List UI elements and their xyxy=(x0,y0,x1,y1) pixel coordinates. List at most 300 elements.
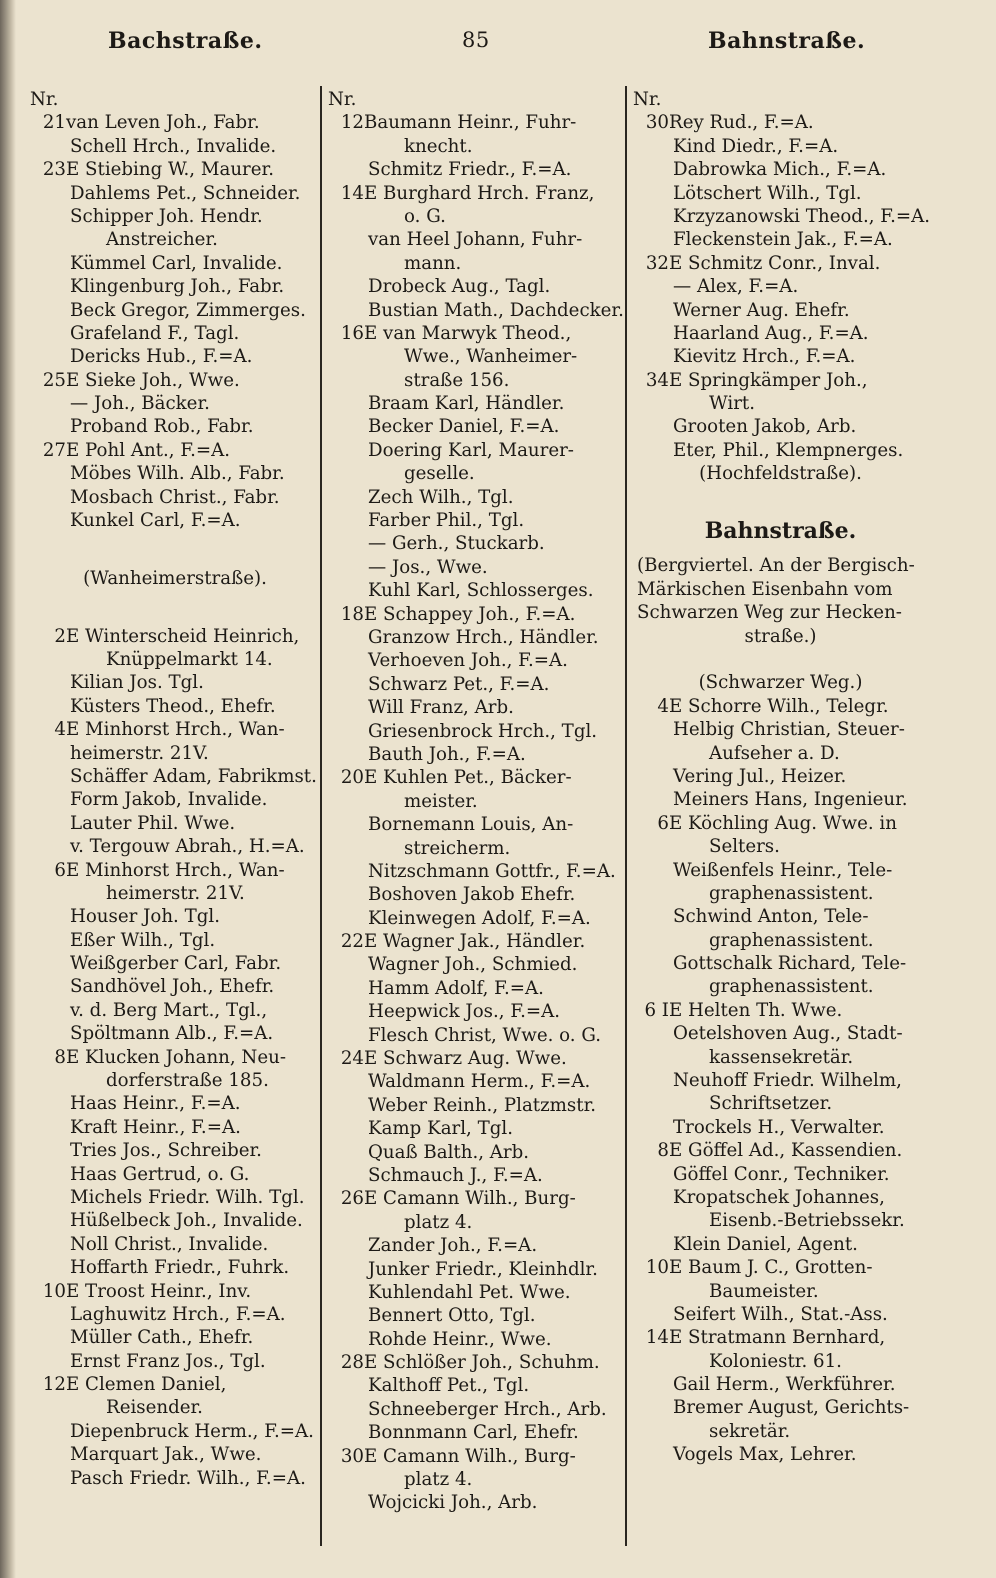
entry-text: E Camann Wilh., Burg- xyxy=(364,1445,576,1467)
entry-line xyxy=(633,275,928,298)
entry-text: Griesenbrock Hrch., Tgl. xyxy=(368,720,598,742)
spacer xyxy=(633,543,928,554)
entry-text: E Burghard Hrch. Franz, xyxy=(364,182,595,204)
house-number: 2 xyxy=(54,625,66,647)
entry-line xyxy=(328,1421,620,1444)
entry-text: graphenassistent. xyxy=(709,882,874,904)
entry-text: E Helten Th. Wwe. xyxy=(669,999,843,1021)
entry-line xyxy=(30,439,320,462)
entry-text: Schipper Joh. Hendr. xyxy=(70,205,263,227)
entry-text: E Clemen Daniel, xyxy=(66,1374,227,1396)
entry-text: Schwind Anton, Tele- xyxy=(673,906,869,928)
entry-text: knecht. xyxy=(404,135,473,157)
entry-text: Rey Rud., F.=A. xyxy=(669,112,814,134)
entry-line xyxy=(328,673,620,696)
entry-line xyxy=(328,1351,620,1374)
entry-text: E Minhorst Hrch., Wan- xyxy=(66,859,285,881)
entry-line xyxy=(633,1139,928,1162)
entry-line xyxy=(328,953,620,976)
entry-text: (Bergviertel. An der Bergisch- xyxy=(637,555,915,577)
house-number: 20 xyxy=(340,767,364,789)
header-left-street: Bachstraße. xyxy=(108,28,263,54)
entry-line xyxy=(30,182,320,205)
spacer xyxy=(30,614,320,625)
entry-line xyxy=(30,812,320,835)
entry-line xyxy=(30,975,320,998)
entry-text: E Winterscheid Heinrich, xyxy=(66,625,300,647)
entry-line xyxy=(633,999,928,1022)
spacer xyxy=(30,590,320,613)
entry-line xyxy=(30,1256,320,1279)
entry-line xyxy=(328,579,620,602)
entry-line xyxy=(328,486,620,509)
entry-line xyxy=(30,835,320,858)
page-number: 85 xyxy=(462,28,490,52)
entry-text: — Jos., Wwe. xyxy=(368,556,488,578)
entry-line xyxy=(633,905,928,928)
entry-text: Anstreicher. xyxy=(106,229,218,251)
entry-line xyxy=(328,415,620,438)
entry-line xyxy=(633,812,928,835)
house-number: 6 xyxy=(54,859,66,881)
entry-text: E van Marwyk Theod., xyxy=(364,322,572,344)
entry-line xyxy=(328,299,624,322)
entry-line xyxy=(633,1069,928,1092)
entry-text: Krzyzanowski Theod., F.=A. xyxy=(673,205,931,227)
entry-line xyxy=(30,299,320,322)
entry-text: heimerstr. 21V. xyxy=(106,882,245,904)
house-number: 10 xyxy=(42,1280,66,1302)
entry-line xyxy=(30,252,320,275)
entry-text: Heepwick Jos., F.=A. xyxy=(368,1001,561,1023)
entry-text: Meiners Hans, Ingenieur. xyxy=(673,789,908,811)
entry-text: Rohde Heinr., Wwe. xyxy=(368,1328,552,1350)
entry-text: Michels Friedr. Wilh. Tgl. xyxy=(70,1186,305,1208)
entry-line xyxy=(30,1022,320,1045)
entry-line xyxy=(633,975,928,998)
entry-line xyxy=(633,1092,928,1115)
entry-text: Dahlems Pet., Schneider. xyxy=(70,182,301,204)
entry-text: Gail Herm., Werkführer. xyxy=(673,1374,896,1396)
entry-line xyxy=(633,695,928,718)
entry-line xyxy=(328,1491,620,1514)
spacer xyxy=(633,648,928,671)
entry-text: Gottschalk Richard, Tele- xyxy=(673,953,907,975)
entry-line xyxy=(30,695,320,718)
entry-text: Kalthoff Pet., Tgl. xyxy=(368,1375,530,1397)
entry-line xyxy=(328,111,620,134)
entry-text: Bahnstraße. xyxy=(704,518,857,545)
entry-text: E Stiebing W., Maurer. xyxy=(66,159,274,181)
entry-text: geselle. xyxy=(404,463,475,485)
entry-text: — Joh., Bäcker. xyxy=(70,393,210,415)
entry-text: Verhoeven Joh., F.=A. xyxy=(368,650,568,672)
entry-line xyxy=(328,1070,620,1093)
entry-text: Knüppelmarkt 14. xyxy=(106,648,273,670)
entry-text: E Pohl Ant., F.=A. xyxy=(66,439,231,461)
entry-text: (Hochfeldstraße). xyxy=(699,463,862,485)
entry-text: Zech Wilh., Tgl. xyxy=(368,486,514,508)
entry-text: straße.) xyxy=(744,625,817,647)
entry-text: Nitzschmann Gottfr., F.=A. xyxy=(368,860,616,882)
entry-line xyxy=(30,742,320,765)
entry-line xyxy=(30,135,320,158)
entry-text: Quaß Balth., Arb. xyxy=(368,1141,530,1163)
entry-line xyxy=(328,1141,620,1164)
entry-text: dorferstraße 185. xyxy=(106,1070,269,1092)
entry-line xyxy=(328,556,620,579)
entry-text: Helbig Christian, Steuer- xyxy=(673,719,905,741)
entry-text: Grafeland F., Tagl. xyxy=(70,322,240,344)
entry-line xyxy=(30,1116,320,1139)
entry-text: E Schmitz Conr., Inval. xyxy=(669,252,881,274)
entry-line xyxy=(633,788,928,811)
entry-line xyxy=(328,158,620,181)
house-number: 14 xyxy=(340,182,364,204)
entry-line xyxy=(30,765,320,788)
house-number: 12 xyxy=(42,1374,66,1396)
column-divider-2 xyxy=(625,86,627,1546)
entry-line xyxy=(328,228,620,251)
entry-text: Braam Karl, Händler. xyxy=(368,393,565,415)
entry-text: Seifert Wilh., Stat.-Ass. xyxy=(673,1303,888,1325)
entry-line xyxy=(633,1256,928,1279)
entry-text: Oetelshoven Aug., Stadt- xyxy=(673,1023,903,1045)
entry-text: Sandhövel Joh., Ehefr. xyxy=(70,976,275,998)
entry-text: Schwarz Pet., F.=A. xyxy=(368,673,550,695)
house-number: 26 xyxy=(340,1188,364,1210)
entry-text: Tries Jos., Schreiber. xyxy=(70,1140,262,1162)
entry-text: E Köchling Aug. Wwe. in xyxy=(669,812,897,834)
entry-text: E Schwarz Aug. Wwe. xyxy=(364,1048,567,1070)
entry-text: Laghuwitz Hrch., F.=A. xyxy=(70,1303,286,1325)
entry-text: Baumeister. xyxy=(709,1280,819,1302)
entry-text: straße 156. xyxy=(404,369,510,391)
entry-line xyxy=(328,1398,620,1421)
entry-text: mann. xyxy=(404,252,462,274)
entry-text: Schneeberger Hrch., Arb. xyxy=(368,1398,607,1420)
entry-line xyxy=(633,718,928,741)
entry-text: Bauth Joh., F.=A. xyxy=(368,743,526,765)
entry-line xyxy=(328,462,620,485)
entry-text: graphenassistent. xyxy=(709,976,874,998)
entry-line xyxy=(328,182,620,205)
house-number: 12 xyxy=(340,112,364,134)
house-number: 25 xyxy=(42,369,66,391)
entry-text: Schriftsetzer. xyxy=(709,1093,833,1115)
entry-text: E Springkämper Joh., xyxy=(669,369,868,391)
entry-line xyxy=(328,1094,620,1117)
page-edge-shadow xyxy=(0,0,16,1578)
street-description xyxy=(633,578,928,601)
entry-line xyxy=(633,929,928,952)
entry-text: Ernst Franz Jos., Tgl. xyxy=(70,1350,266,1372)
entry-line xyxy=(328,907,620,930)
entry-line xyxy=(633,439,928,462)
entry-text: Granzow Hrch., Händler. xyxy=(368,626,599,648)
entry-line xyxy=(30,718,320,741)
entry-line xyxy=(30,905,320,928)
entry-text: Weber Reinh., Platzmstr. xyxy=(368,1094,597,1116)
entry-line xyxy=(633,952,928,975)
street-title xyxy=(633,520,928,543)
entry-line xyxy=(30,1233,320,1256)
entry-line xyxy=(30,1443,320,1466)
column-heading-nr xyxy=(30,88,320,111)
entry-line xyxy=(633,1396,928,1419)
entry-text: Nr. xyxy=(30,89,59,110)
entry-text: Kuhl Karl, Schlosserges. xyxy=(368,580,594,602)
house-number: 6 xyxy=(657,812,669,834)
entry-text: sekretär. xyxy=(709,1420,791,1442)
entry-text: Wirt. xyxy=(709,393,755,415)
house-number: 21 xyxy=(42,112,66,134)
entry-text: Hüßelbeck Joh., Invalide. xyxy=(70,1210,303,1232)
entry-line xyxy=(633,369,928,392)
street-description xyxy=(633,601,928,624)
entry-text: Koloniestr. 61. xyxy=(709,1350,842,1372)
entry-line xyxy=(633,742,928,765)
entry-line xyxy=(30,1280,320,1303)
entry-text: Haarland Aug., F.=A. xyxy=(673,322,869,344)
entry-line xyxy=(328,252,620,275)
entry-text: Fleckenstein Jak., F.=A. xyxy=(673,229,893,251)
entry-text: Hoffarth Friedr., Fuhrk. xyxy=(70,1257,290,1279)
entry-line xyxy=(30,1209,320,1232)
entry-text: Spöltmann Alb., F.=A. xyxy=(70,1023,274,1045)
entry-line xyxy=(633,835,928,858)
entry-text: graphenassistent. xyxy=(709,929,874,951)
entry-line xyxy=(328,860,620,883)
entry-line xyxy=(30,648,320,671)
entry-line xyxy=(30,1350,320,1373)
house-number: 22 xyxy=(340,931,364,953)
entry-text: platz 4. xyxy=(404,1469,473,1491)
entry-text: Möbes Wilh. Alb., Fabr. xyxy=(70,463,285,485)
entry-line xyxy=(30,1092,320,1115)
entry-line xyxy=(328,1445,620,1468)
column-heading-nr xyxy=(633,88,928,111)
column-2 xyxy=(328,88,624,1515)
entry-text: E Wagner Jak., Händler. xyxy=(364,931,586,953)
entry-line xyxy=(328,322,620,345)
entry-line xyxy=(328,1047,620,1070)
entry-text: Kuhlendahl Pet. Wwe. xyxy=(368,1281,571,1303)
entry-text: Boshoven Jakob Ehefr. xyxy=(368,884,576,906)
entry-text: Haas Gertrud, o. G. xyxy=(70,1163,250,1185)
entry-text: — Gerh., Stuckarb. xyxy=(368,533,545,555)
entry-text: Bonnmann Carl, Ehefr. xyxy=(368,1422,579,1444)
entry-line xyxy=(30,392,320,415)
entry-text: Mosbach Christ., Fabr. xyxy=(70,486,280,508)
entry-line xyxy=(633,1046,928,1069)
entry-text: Flesch Christ, Wwe. o. G. xyxy=(368,1024,602,1046)
entry-line xyxy=(328,766,620,789)
entry-text: E Sieke Joh., Wwe. xyxy=(66,369,240,391)
street-note xyxy=(633,625,928,648)
entry-line xyxy=(30,369,320,392)
house-number: 30 xyxy=(340,1445,364,1467)
entry-text: E Schorre Wilh., Telegr. xyxy=(669,695,889,717)
entry-line xyxy=(633,345,928,368)
entry-text: v. d. Berg Mart., Tgl., xyxy=(70,999,268,1021)
entry-text: meister. xyxy=(404,790,478,812)
entry-line xyxy=(328,883,620,906)
entry-text: Proband Rob., Fabr. xyxy=(70,416,254,438)
entry-line xyxy=(633,1280,928,1303)
entry-text: Kilian Jos. Tgl. xyxy=(70,672,204,694)
entry-line xyxy=(633,182,928,205)
entry-line xyxy=(328,837,620,860)
entry-text: Lauter Phil. Wwe. xyxy=(70,812,236,834)
entry-line xyxy=(328,1304,620,1327)
house-number: 27 xyxy=(42,439,66,461)
entry-line xyxy=(328,392,620,415)
entry-text: Waldmann Herm., F.=A. xyxy=(368,1071,591,1093)
entry-text: Werner Aug. Ehefr. xyxy=(673,299,850,321)
entry-text: Schwarzen Weg zur Hecken- xyxy=(637,602,902,624)
entry-text: E Kuhlen Pet., Bäcker- xyxy=(364,767,572,789)
entry-line xyxy=(30,1373,320,1396)
entry-line xyxy=(633,1233,928,1256)
entry-line xyxy=(328,790,620,813)
entry-text: (Wanheimerstraße). xyxy=(83,567,267,589)
entry-text: heimerstr. 21V. xyxy=(70,742,209,764)
entry-text: Vogels Max, Lehrer. xyxy=(673,1444,857,1466)
house-number: 4 xyxy=(657,695,669,717)
entry-text: Marquart Jak., Wwe. xyxy=(70,1444,262,1466)
entry-text: Houser Joh. Tgl. xyxy=(70,906,220,928)
entry-text: E Stratmann Bernhard, xyxy=(669,1327,886,1349)
entry-line xyxy=(328,813,620,836)
column-heading-nr xyxy=(328,88,620,111)
house-number: 30 xyxy=(645,112,669,134)
entry-text: Grooten Jakob, Arb. xyxy=(673,416,857,438)
entry-line xyxy=(30,952,320,975)
entry-text: E Troost Heinr., Inv. xyxy=(66,1280,252,1302)
entry-line xyxy=(633,1116,928,1139)
entry-text: Märkischen Eisenbahn vom xyxy=(637,578,893,600)
entry-text: Müller Cath., Ehefr. xyxy=(70,1327,254,1349)
entry-line xyxy=(30,999,320,1022)
entry-line xyxy=(328,439,620,462)
entry-line xyxy=(30,1303,320,1326)
entry-text: Becker Daniel, F.=A. xyxy=(368,416,560,438)
entry-text: Kind Diedr., F.=A. xyxy=(673,135,839,157)
entry-text: platz 4. xyxy=(404,1211,473,1233)
entry-text: E Göffel Ad., Kassendien. xyxy=(669,1140,903,1162)
entry-line xyxy=(30,509,320,532)
entry-line xyxy=(633,158,928,181)
entry-text: Aufseher a. D. xyxy=(709,742,840,764)
entry-line xyxy=(328,205,620,228)
entry-line xyxy=(30,671,320,694)
entry-line xyxy=(633,135,928,158)
entry-line xyxy=(328,1117,620,1140)
house-number: 6 I xyxy=(644,999,669,1021)
entry-text: Klein Daniel, Agent. xyxy=(673,1233,858,1255)
entry-text: o. G. xyxy=(404,205,446,227)
entry-text: Baumann Heinr., Fuhr- xyxy=(364,112,577,134)
entry-text: Doering Karl, Maurer- xyxy=(368,439,574,461)
entry-text: Wwe., Wanheimer- xyxy=(404,346,578,368)
entry-line xyxy=(633,392,928,415)
entry-line xyxy=(30,1046,320,1069)
entry-text: Wojcicki Joh., Arb. xyxy=(368,1492,538,1514)
entry-line xyxy=(328,977,620,1000)
column-1 xyxy=(30,88,320,1490)
house-number: 14 xyxy=(645,1327,669,1349)
entry-text: Weißenfels Heinr., Tele- xyxy=(673,859,893,881)
entry-text: Nr. xyxy=(328,89,357,110)
entry-line xyxy=(328,1024,620,1047)
entry-text: Will Franz, Arb. xyxy=(368,697,514,719)
house-number: 18 xyxy=(340,603,364,625)
entry-line xyxy=(328,649,620,672)
entry-text: E Camann Wilh., Burg- xyxy=(364,1188,576,1210)
entry-line xyxy=(633,882,928,905)
entry-line xyxy=(328,1187,620,1210)
entry-line xyxy=(30,882,320,905)
entry-line xyxy=(30,1069,320,1092)
entry-line xyxy=(633,415,928,438)
entry-line xyxy=(328,345,620,368)
entry-line xyxy=(633,1420,928,1443)
entry-line xyxy=(633,228,928,251)
entry-text: Weißgerber Carl, Fabr. xyxy=(70,953,282,975)
entry-line xyxy=(30,1467,320,1490)
entry-text: Drobeck Aug., Tagl. xyxy=(368,276,551,298)
house-number: 4 xyxy=(54,719,66,741)
entry-text: Dabrowka Mich., F.=A. xyxy=(673,159,887,181)
entry-line xyxy=(30,205,320,228)
house-number: 10 xyxy=(645,1257,669,1279)
entry-line xyxy=(328,930,620,953)
entry-text: Bremer August, Gerichts- xyxy=(673,1397,910,1419)
entry-line xyxy=(633,1373,928,1396)
entry-line xyxy=(328,532,620,555)
entry-text: — Alex, F.=A. xyxy=(673,276,799,298)
entry-line xyxy=(633,111,928,134)
entry-text: Eßer Wilh., Tgl. xyxy=(70,929,216,951)
entry-text: (Schwarzer Weg.) xyxy=(698,672,863,694)
entry-text: Bornemann Louis, An- xyxy=(368,814,574,836)
entry-line xyxy=(30,275,320,298)
entry-line xyxy=(30,415,320,438)
entry-line xyxy=(633,1163,928,1186)
entry-line xyxy=(30,345,320,368)
entry-line xyxy=(30,1186,320,1209)
entry-line xyxy=(30,462,320,485)
house-number: 23 xyxy=(42,159,66,181)
entry-line xyxy=(30,625,320,648)
entry-line xyxy=(633,205,931,228)
entry-text: Trockels H., Verwalter. xyxy=(673,1116,885,1138)
entry-text: Kievitz Hrch., F.=A. xyxy=(673,346,856,368)
entry-text: Dericks Hub., F.=A. xyxy=(70,346,253,368)
entry-text: Kleinwegen Adolf, F.=A. xyxy=(368,907,591,929)
entry-text: Noll Christ., Invalide. xyxy=(70,1233,269,1255)
entry-text: E Klucken Johann, Neu- xyxy=(66,1046,286,1068)
entry-line xyxy=(328,626,620,649)
spacer xyxy=(633,486,928,509)
entry-text: Kamp Karl, Tgl. xyxy=(368,1118,513,1140)
entry-line xyxy=(633,1443,928,1466)
entry-text: Bennert Otto, Tgl. xyxy=(368,1305,536,1327)
entry-text: Farber Phil., Tgl. xyxy=(368,510,525,532)
entry-text: Form Jakob, Invalide. xyxy=(70,789,268,811)
entry-line xyxy=(30,859,320,882)
